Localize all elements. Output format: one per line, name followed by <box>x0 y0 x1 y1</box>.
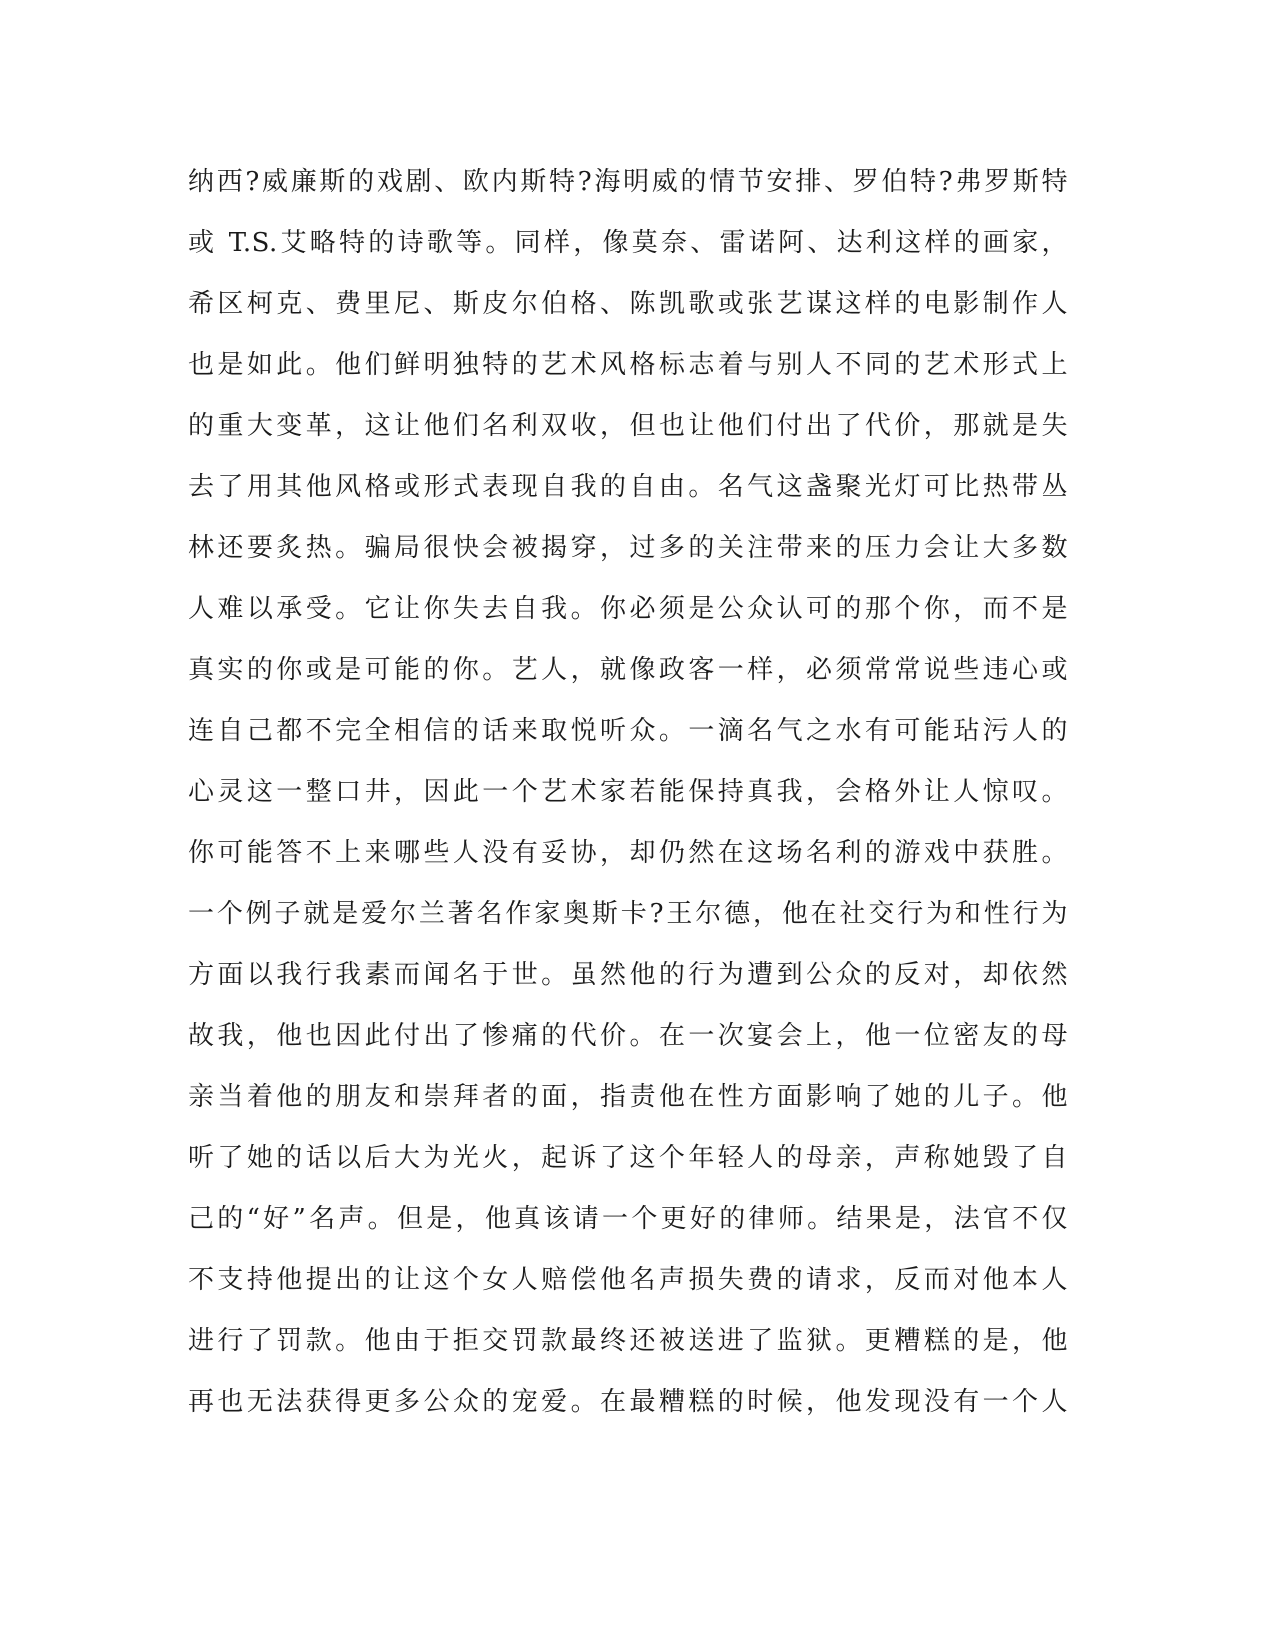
text-line: 再也无法获得更多公众的宠爱。在最糟糕的时候，他发现没有一个人 <box>188 1387 1068 1417</box>
text-line: 希区柯克、费里尼、斯皮尔伯格、陈凯歌或张艺谋这样的电影制作人 <box>188 289 1068 319</box>
text-line: 方面以我行我素而闻名于世。虽然他的行为遭到公众的反对，却依然 <box>188 960 1068 990</box>
text-line: 一个例子就是爱尔兰著名作家奥斯卡?王尔德，他在社交行为和性行为 <box>188 899 1068 929</box>
text-line: 也是如此。他们鲜明独特的艺术风格标志着与别人不同的艺术形式上 <box>188 350 1068 380</box>
body-text <box>188 162 1068 1443</box>
text-line: 纳西?威廉斯的戏剧、欧内斯特?海明威的情节安排、罗伯特?弗罗斯特 <box>188 167 1068 197</box>
text-line: 不支持他提出的让这个女人赔偿他名声损失费的请求，反而对他本人 <box>188 1265 1068 1295</box>
text-line: 或 T.S.艾略特的诗歌等。同样，像莫奈、雷诺阿、达利这样的画家， <box>188 228 1068 258</box>
text-line: 听了她的话以后大为光火，起诉了这个年轻人的母亲，声称她毁了自 <box>188 1143 1068 1173</box>
text-line: 进行了罚款。他由于拒交罚款最终还被送进了监狱。更糟糕的是，他 <box>188 1326 1068 1356</box>
text-line: 亲当着他的朋友和崇拜者的面，指责他在性方面影响了她的儿子。他 <box>188 1082 1068 1112</box>
text-line: 己的“好”名声。但是，他真该请一个更好的律师。结果是，法官不仅 <box>188 1204 1068 1234</box>
text-line: 你可能答不上来哪些人没有妥协，却仍然在这场名利的游戏中获胜。 <box>188 838 1068 868</box>
text-line: 故我，他也因此付出了惨痛的代价。在一次宴会上，他一位密友的母 <box>188 1021 1068 1051</box>
text-line: 真实的你或是可能的你。艺人，就像政客一样，必须常常说些违心或 <box>188 655 1068 685</box>
text-line: 去了用其他风格或形式表现自我的自由。名气这盏聚光灯可比热带丛 <box>188 472 1068 502</box>
text-line: 连自己都不完全相信的话来取悦听众。一滴名气之水有可能玷污人的 <box>188 716 1068 746</box>
text-line: 心灵这一整口井，因此一个艺术家若能保持真我，会格外让人惊叹。 <box>188 777 1068 807</box>
text-line: 林还要炙热。骗局很快会被揭穿，过多的关注带来的压力会让大多数 <box>188 533 1068 563</box>
text-line: 人难以承受。它让你失去自我。你必须是公众认可的那个你，而不是 <box>188 594 1068 624</box>
text-line: 的重大变革，这让他们名利双收，但也让他们付出了代价，那就是失 <box>188 411 1068 441</box>
